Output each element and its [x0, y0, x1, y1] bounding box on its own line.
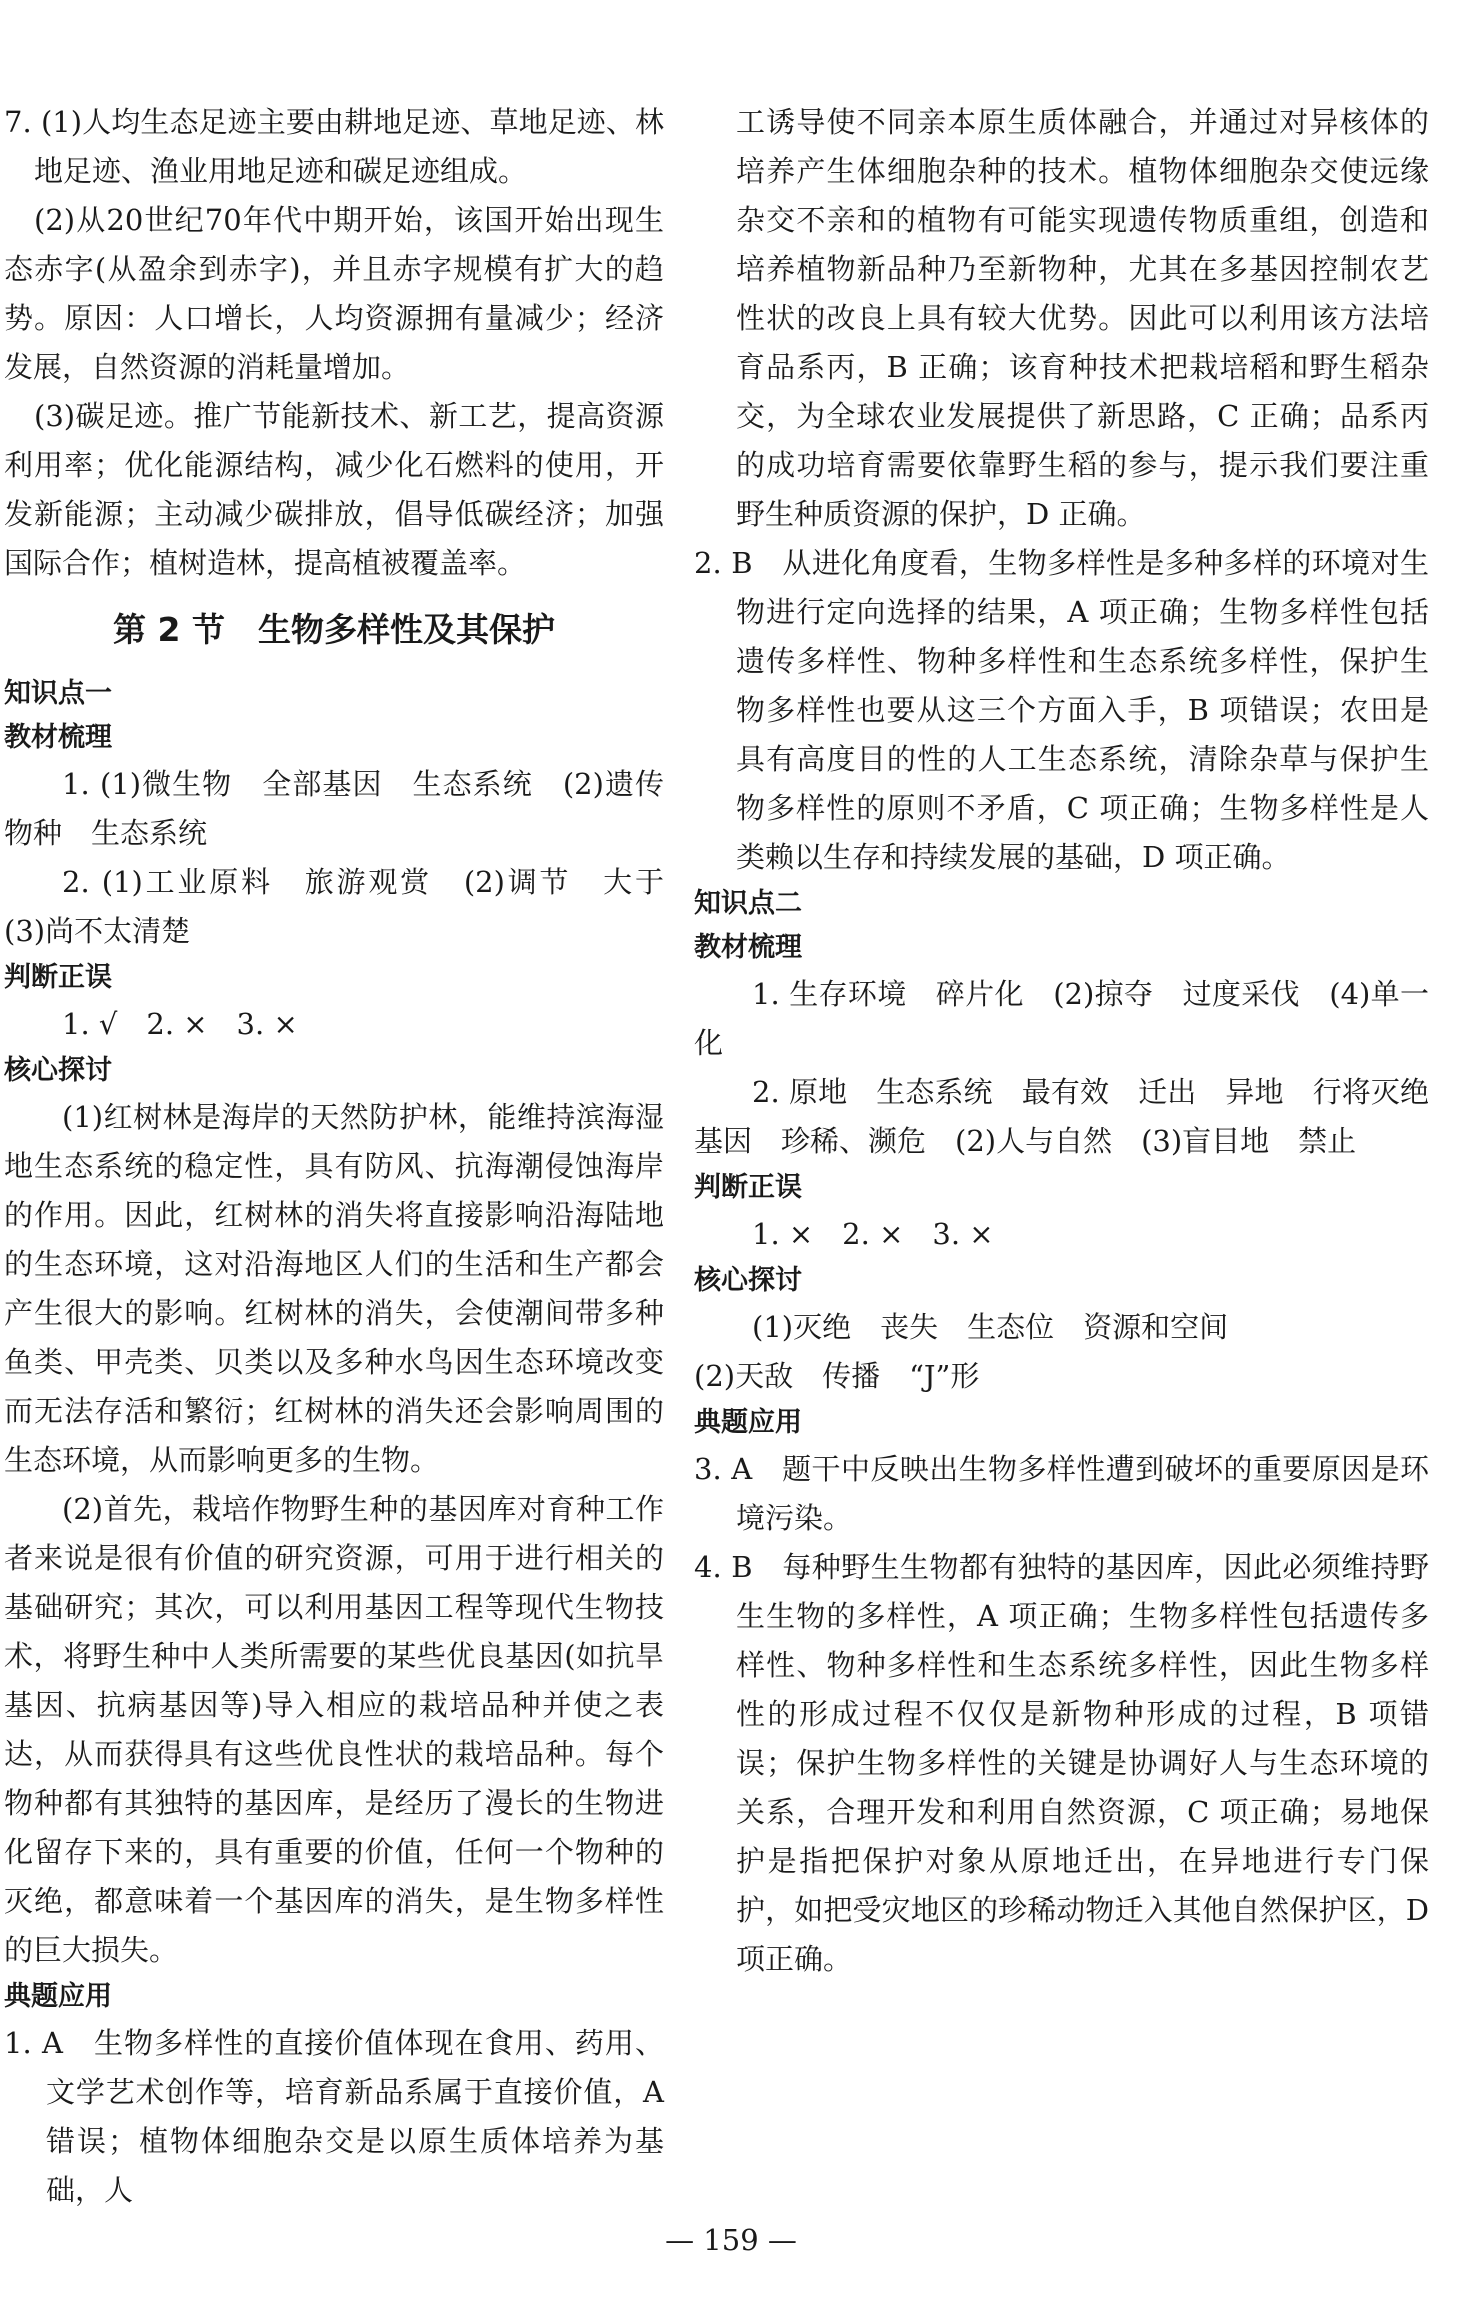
- application-answer-2: 2. B 从进化角度看，生物多样性是多种多样的环境对生物进行定向选择的结果，A 项正确；生物多样性包括遗传多样性、物种多样性和生态系统多样性，保护生物多样性也要从这三个方面入手，B 项错误；农田是具有高度目的性的人工生态系统，清除杂草与保护生物多样性的原则不矛盾，C 项正确；生物多样性是人类赖以生存和持续发展的基础，D 项正确。: [694, 546, 1429, 874]
- page-number: — 159 —: [665, 2223, 797, 2257]
- core-discussion-2: (2)首先，栽培作物野生种的基因库对育种工作者来说是很有价值的研究资源，可用于进行相关的基础研究；其次，可以利用基因工程等现代生物技术，将野生种中人类所需要的某些优良基因(如抗旱基因、抗病基因等)导入相应的栽培品种并使之表达，从而获得具有这些优良性状的栽培品种。每个物种都有其独特的基因库，是经历了漫长的生物进化留存下来的，具有重要的价值，任何一个物种的灭绝，都意味着一个基因库的消失，是生物多样性的巨大损失。: [4, 1492, 664, 1967]
- application-answer-1-continued: 工诱导使不同亲本原生质体融合，并通过对异核体的培养产生体细胞杂种的技术。植物体细胞杂交使远缘杂交不亲和的植物有可能实现遗传物质重组，创造和培养植物新品种乃至新物种，尤其在多基因控制农艺性状的改良上具有较大优势。因此可以利用该方法培育品系丙，B 正确；该育种技术把栽培稻和野生稻杂交，为全球农业发展提供了新思路，C 正确；品系丙的成功培育需要依靠野生稻的参与，提示我们要注重野生种质资源的保护，D 正确。: [736, 105, 1429, 531]
- textbook-answer-2-2: 2. 原地 生态系统 最有效 迁出 异地 行将灭绝 基因 珍稀、濒危 (2)人与自然 (3)盲目地 禁止: [694, 1075, 1459, 1158]
- section-title: 第 2 节 生物多样性及其保护: [113, 610, 555, 649]
- textbook-review-heading-2: 教材梳理: [694, 932, 802, 963]
- textbook-answer-2-1: 1. 生存环境 碎片化 (2)掠夺 过度采伐 (4)单一化: [694, 977, 1429, 1060]
- core-discussion-heading: 核心探讨: [4, 1055, 112, 1086]
- typical-application-heading-2: 典题应用: [694, 1407, 802, 1438]
- knowledge-point-2-heading: 知识点二: [694, 888, 802, 919]
- textbook-answer-2: 2. (1)工业原料 旅游观赏 (2)调节 大于 (3)尚不太清楚: [4, 865, 694, 948]
- core-discussion-heading-2: 核心探讨: [694, 1265, 802, 1296]
- application-answer-3: 3. A 题干中反映出生物多样性遭到破坏的重要原因是环境污染。: [694, 1452, 1429, 1535]
- textbook-review-heading: 教材梳理: [4, 722, 112, 753]
- right-column: [694, 98, 1459, 1984]
- textbook-answer-1: 1. (1)微生物 全部基因 生态系统 (2)遗传 物种 生态系统: [4, 767, 694, 850]
- q7-part3: (3)碳足迹。推广节能新技术、新工艺，提高资源利用率；优化能源结构，减少化石燃料的使用，开发新能源；主动减少碳排放，倡导低碳经济；加强国际合作；植树造林，提高植被覆盖率。: [4, 399, 664, 580]
- typical-application-heading: 典题应用: [4, 1981, 112, 2012]
- q7-part2: (2)从20世纪70年代中期开始，该国开始出现生态赤字(从盈余到赤字)，并且赤字规模有扩大的趋势。原因：人口增长，人均资源拥有量减少；经济发展，自然资源的消耗量增加。: [4, 203, 664, 384]
- application-answer-1: 1. A 生物多样性的直接价值体现在食用、药用、文学艺术创作等，培育新品系属于直接价值，A 错误；植物体细胞杂交是以原生质体培养为基础，人: [4, 2026, 664, 2207]
- application-answer-4: 4. B 每种野生生物都有独特的基因库，因此必须维持野生生物的多样性，A 项正确；生物多样性包括遗传多样性、物种多样性和生态系统多样性，因此生物多样性的形成过程不仅仅是新物种形成的过程，B 项错误；保护生物多样性的关键是协调好人与生态环境的关系，合理开发和利用自然资源，C 项正确；易地保护是指把保护对象从原地迁出，在异地进行专门保护，如把受灾地区的珍稀动物迁入其他自然保护区，D 项正确。: [694, 1550, 1429, 1976]
- core-discussion-2-2: (2)天敌 传播 “J”形: [694, 1359, 980, 1393]
- left-column: [4, 98, 694, 2215]
- judge-answers: 1. √ 2. × 3. ×: [62, 1007, 298, 1041]
- judge-answers-2: 1. × 2. × 3. ×: [752, 1217, 994, 1251]
- core-discussion-2-1: (1)灭绝 丧失 生态位 资源和空间: [752, 1310, 1229, 1344]
- judge-heading: 判断正误: [4, 962, 112, 993]
- knowledge-point-1-heading: 知识点一: [4, 678, 112, 709]
- core-discussion-1: (1)红树林是海岸的天然防护林，能维持滨海湿地生态系统的稳定性，具有防风、抗海潮侵蚀海岸的作用。因此，红树林的消失将直接影响沿海陆地的生态环境，这对沿海地区人们的生活和生产都会产生很大的影响。红树林的消失，会使潮间带多种鱼类、甲壳类、贝类以及多种水鸟因生态环境改变而无法存活和繁衍；红树林的消失还会影响周围的生态环境，从而影响更多的生物。: [4, 1100, 664, 1477]
- q7-part1: 7. (1)人均生态足迹主要由耕地足迹、草地足迹、林地足迹、渔业用地足迹和碳足迹组成。: [4, 105, 664, 188]
- judge-heading-2: 判断正误: [694, 1172, 802, 1203]
